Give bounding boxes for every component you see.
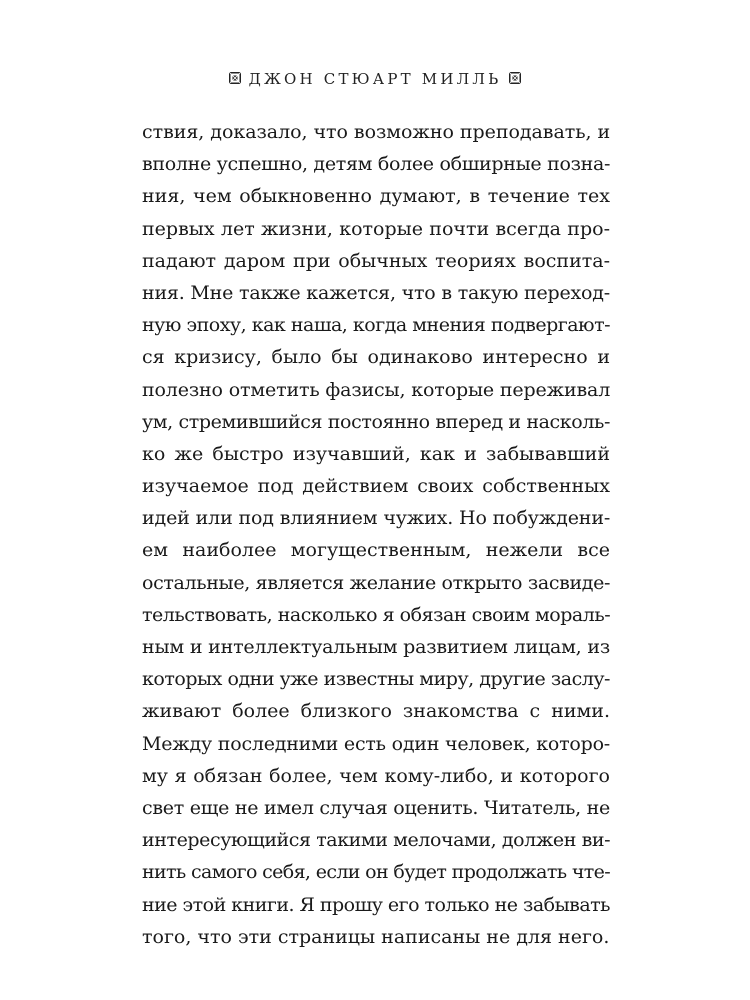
text-line: ко же быстро изучавший, как и забывавший (142, 442, 610, 465)
text-line: вполне успешно, детям более обширные позна- (142, 153, 611, 176)
text-line: идей или под влиянием чужих. Но побуждени- (142, 507, 611, 530)
text-line: изучаемое под действием своих собственных (142, 475, 610, 498)
text-line: интересующийся такими мелочами, должен ви- (142, 829, 611, 852)
running-head (0, 70, 750, 88)
text-line: живают более близкого знакомства с ними. (142, 700, 610, 723)
text-line: ния. Мне также кажется, что в такую переход- (142, 281, 610, 304)
text-line: ум, стремившийся постоянно вперед и насколь- (142, 410, 610, 433)
text-line: которых одни уже известны миру, другие заслу- (142, 668, 610, 691)
text-line: ние этой книги. Я прошу его только не забывать (142, 893, 610, 916)
text-line: ствия, доказало, что возможно преподавать, и (142, 121, 611, 143)
running-head-title: ДЖОН СТЮАРТ МИЛЛЬ (248, 70, 502, 88)
text-line: падают даром при обычных теориях воспита- (142, 249, 610, 272)
text-line: того, что эти страницы написаны не для него. (142, 925, 610, 948)
text-line: нить самого себя, если он будет продолжать чте- (142, 861, 610, 884)
text-line: ную эпоху, как наша, когда мнения подвергают- (142, 314, 610, 337)
text-line: ем наиболее могущественным, нежели все (142, 539, 610, 562)
text-line: му я обязан более, чем кому-либо, и которого (142, 764, 610, 787)
square-ornament-icon (229, 72, 241, 84)
text-line: ся кризису, было бы одинаково интересно и (142, 346, 610, 369)
text-line: Между последними есть один человек, которо- (142, 732, 610, 755)
square-ornament-icon (509, 72, 521, 84)
text-line: полезно отметить фазисы, которые переживал (142, 378, 611, 401)
text-line: тельствовать, насколько я обязан своим мораль- (142, 603, 611, 626)
text-line: первых лет жизни, которые почти всегда про- (142, 217, 610, 240)
text-line: свет еще не имел случая оценить. Читатель, не (142, 796, 610, 819)
text-line: остальные, является желание открыто засвиде- (142, 571, 611, 594)
body-text (142, 116, 610, 953)
text-line: ния, чем обыкновенно думают, в течение тех (142, 185, 610, 208)
text-line: ным и интеллектуальным развитием лицам, из (142, 636, 610, 658)
